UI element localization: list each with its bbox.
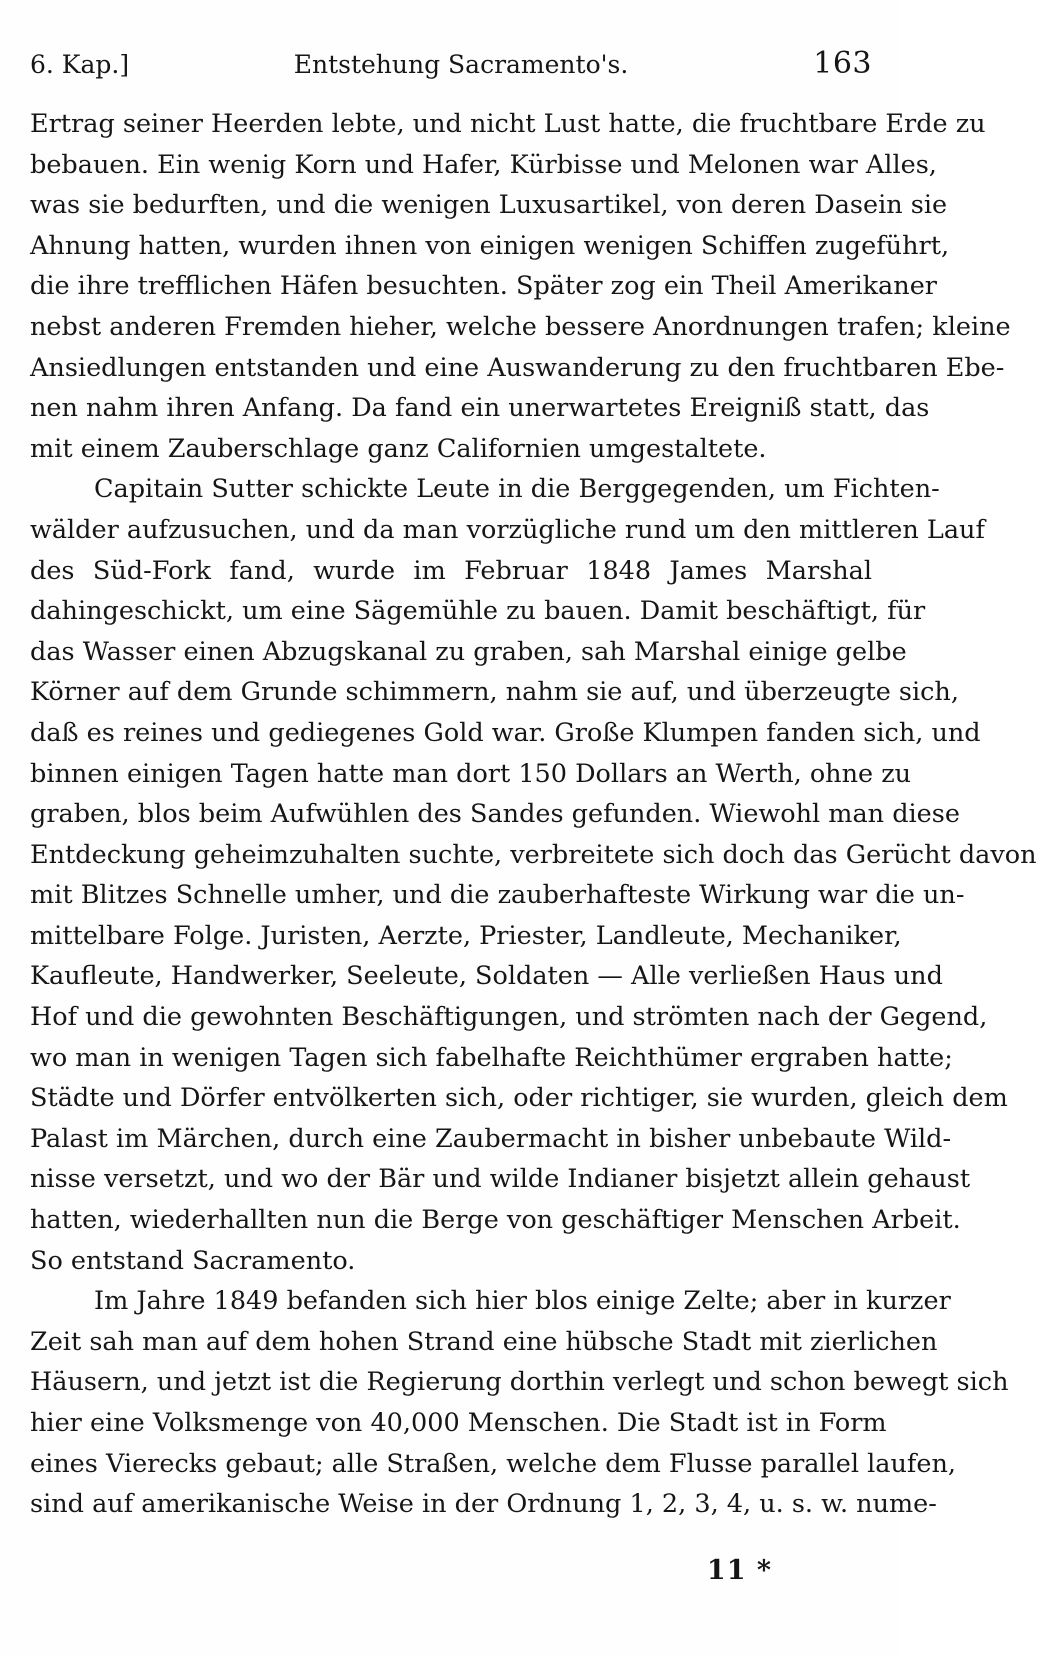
text-line: mit einem Zauberschlage ganz Californien umgestaltete. [30,433,767,464]
text-line: was sie bedurften, und die wenigen Luxusartikel, von deren Dasein sie [30,190,948,221]
text-line: Körner auf dem Grunde schimmern, nahm sie auf, und überzeugte sich, [30,677,959,708]
text-line: hatten, wiederhallten nun die Berge von geschäftiger Menschen Arbeit. [30,1205,961,1236]
text-line: die ihre trefflichen Häfen besuchten. Später zog ein Theil Amerikaner [30,271,937,302]
paragraph-start-line: Im Jahre 1849 befanden sich hier blos einige Zelte; aber in kurzer [94,1286,951,1317]
paragraph-start-line: Capitain Sutter schickte Leute in die Berggegenden, um Fichten- [94,474,940,505]
text-line: nisse versetzt, und wo der Bär und wilde Indianer bisjetzt allein gehaust [30,1164,971,1195]
text-line: Kaufleute, Handwerker, Seeleute, Soldaten — Alle verließen Haus und [30,961,943,992]
chapter-label: 6. Kap.] [30,50,130,79]
text-line: Hof und die gewohnten Beschäftigungen, und strömten nach der Gegend, [30,1002,988,1033]
text-line: daß es reines und gediegenes Gold war. Große Klumpen fanden sich, und [30,717,981,748]
text-line: Entdeckung geheimzuhalten suchte, verbreitete sich doch das Gerücht davon [30,839,1037,870]
text-line: wo man in wenigen Tagen sich fabelhafte Reichthümer ergraben hatte; [30,1042,953,1073]
text-line: bebauen. Ein wenig Korn und Hafer, Kürbisse und Melonen war Alles, [30,149,937,180]
text-line: eines Vierecks gebaut; alle Straßen, welche dem Flusse parallel laufen, [30,1448,956,1479]
page-number: 163 [813,46,872,81]
text-line: mit Blitzes Schnelle umher, und die zauberhafteste Wirkung war die un- [30,880,965,911]
text-line: Häusern, und jetzt ist die Regierung dorthin verlegt und schon bewegt sich [30,1367,1009,1398]
text-line: wälder aufzusuchen, und da man vorzügliche rund um den mittleren Lauf [30,514,985,545]
text-line: So entstand Sacramento. [30,1245,356,1276]
text-line: Zeit sah man auf dem hohen Strand eine hübsche Stadt mit zierlichen [30,1326,938,1357]
text-line: des Süd-Fork fand, wurde im Februar 1848 James Marshal [30,555,872,586]
text-line: das Wasser einen Abzugskanal zu graben, sah Marshal einige gelbe [30,636,907,667]
signature-mark: 11 * [706,1555,772,1586]
text-line: Ansiedlungen entstanden und eine Auswanderung zu den fruchtbaren Ebe- [30,352,1005,383]
text-line: binnen einigen Tagen hatte man dort 150 Dollars an Werth, ohne zu [30,758,912,789]
running-title: Entstehung Sacramento's. [293,50,629,79]
text-line: mittelbare Folge. Juristen, Aerzte, Priester, Landleute, Mechaniker, [30,920,902,951]
running-head [30,46,872,86]
body-text [30,104,1037,1525]
text-line: nebst anderen Fremden hieher, welche bessere Anordnungen trafen; kleine [30,311,1011,342]
text-line: dahingeschickt, um eine Sägemühle zu bauen. Damit beschäftigt, für [30,596,926,627]
text-line: graben, blos beim Aufwühlen des Sandes gefunden. Wiewohl man diese [30,799,960,830]
text-line: sind auf amerikanische Weise in der Ordnung 1, 2, 3, 4, u. s. w. nume- [30,1489,937,1520]
text-line: hier eine Volksmenge von 40,000 Menschen. Die Stadt ist in Form [30,1408,887,1438]
text-line: Städte und Dörfer entvölkerten sich, oder richtiger, sie wurden, gleich dem [30,1083,1008,1114]
text-line: Ahnung hatten, wurden ihnen von einigen wenigen Schiffen zugeführt, [30,230,950,261]
text-line: Ertrag seiner Heerden lebte, und nicht Lust hatte, die fruchtbare Erde zu [30,109,986,139]
text-line: Palast im Märchen, durch eine Zaubermacht in bisher unbebaute Wild- [30,1123,952,1154]
text-line: nen nahm ihren Anfang. Da fand ein unerwartetes Ereigniß statt, das [30,393,930,424]
